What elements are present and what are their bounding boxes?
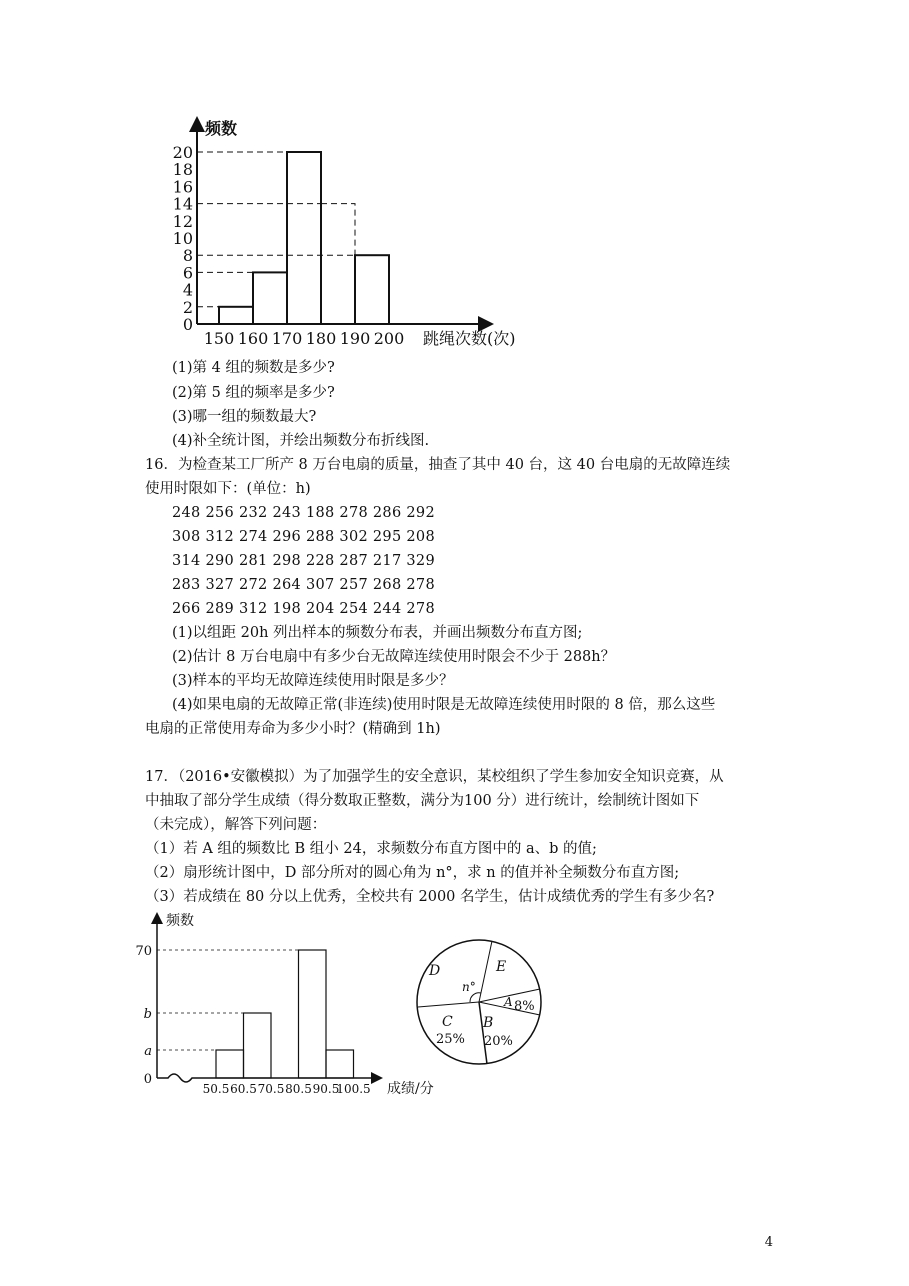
pie-percent-c: 25% — [436, 1032, 465, 1047]
histogram-bar-3 — [287, 152, 321, 324]
pie-label-e: E — [496, 959, 507, 975]
y-tick-label: 2 — [182, 297, 193, 317]
histogram-ylabel: 频数 — [166, 913, 194, 929]
q16-item-2: (2)估计 8 万台电扇中有多少台无故障连续使用时限会不少于 288h？ — [172, 649, 616, 665]
pie-label-c: C — [442, 1014, 453, 1030]
q16-item-4-cont: 电扇的正常使用寿命为多少小时？(精确到 1h) — [145, 721, 441, 737]
page-number: 4 — [764, 1235, 773, 1250]
histogram-bar-4 — [321, 204, 355, 324]
histogram-bar-4 — [299, 950, 327, 1078]
q15-item-3: (3)哪一组的频数最大? — [172, 409, 317, 425]
q15-item-4: (4)补全统计图，并绘出频数分布折线图. — [172, 433, 430, 449]
q17-stem-line1: 17．（2016•安徽模拟）为了加强学生的安全意识，某校组织了学生参加安全知识竞赛，从 — [145, 769, 724, 785]
x-tick-label: 170 — [271, 329, 303, 348]
y-tick-label: 8 — [182, 246, 193, 266]
pie-label-d: D — [429, 963, 441, 979]
pie-label-b: B — [483, 1015, 494, 1031]
x-tick-label: 180 — [305, 329, 337, 348]
y-tick-label: 16 — [172, 177, 193, 197]
q16-data-row-4: 283 327 272 264 307 257 268 278 — [172, 577, 435, 593]
x-tick-label: 160 — [237, 329, 269, 348]
histogram-bar-5 — [355, 255, 389, 324]
x-tick-label: 70.5 — [257, 1082, 285, 1096]
y-tick-label: 4 — [182, 280, 193, 300]
q16-data-row-5: 266 289 312 198 204 254 244 278 — [172, 601, 435, 617]
histogram-scores — [135, 905, 450, 1105]
q16-data-row-1: 248 256 232 243 188 278 286 292 — [172, 505, 435, 521]
y-tick-label: a — [144, 1044, 152, 1059]
pie-chart — [412, 935, 547, 1070]
x-tick-label: 100.5 — [336, 1082, 371, 1096]
q15-item-1: (1)第 4 组的频数是多少? — [172, 360, 335, 376]
q16-item-1: (1)以组距 20h 列出样本的频数分布表，并画出频数分布直方图; — [172, 625, 583, 641]
y-tick-label: 0 — [182, 315, 193, 334]
pie-percent-a: 8% — [514, 999, 535, 1014]
x-tick-label: 150 — [203, 329, 235, 348]
x-tick-label: 200 — [373, 329, 405, 348]
histogram-bar-1 — [219, 307, 253, 324]
y-tick-label: 20 — [172, 143, 193, 162]
q17-item-2: （2）扇形统计图中，D 部分所对的圆心角为 n°，求 n 的值并补全频数分布直方图; — [145, 865, 680, 881]
q16-item-4: (4)如果电扇的无故障正常(非连续)使用时限是无故障连续使用时限的 8 倍，那么这些 — [172, 697, 716, 713]
y-tick-label: 10 — [172, 229, 193, 248]
q17-item-3: （3）若成绩在 80 分以上优秀，全校共有 2000 名学生，估计成绩优秀的学生有多少名? — [145, 889, 715, 905]
x-tick-label: 80.5 — [285, 1082, 312, 1096]
pie-label-a: A — [504, 995, 513, 1009]
x-tick-label: 50.5 — [202, 1082, 230, 1096]
q16-stem-line1: 16．为检查某工厂所产 8 万台电扇的质量，抽查了其中 40 台，这 40 台电扇的无故障连续 — [145, 457, 731, 473]
histogram-bar-1 — [216, 1050, 244, 1078]
x-tick-label: 90.5 — [312, 1082, 340, 1096]
histogram-xlabel: 成绩/分 — [387, 1081, 434, 1097]
axis-break-squiggle — [157, 1074, 202, 1082]
y-tick-label: b — [143, 1007, 152, 1022]
q16-item-3: (3)样本的平均无故障连续使用时限是多少？ — [172, 673, 454, 689]
x-tick-label: 190 — [339, 329, 371, 348]
pie-angle-label: n° — [462, 980, 476, 994]
x-tick-label: 60.5 — [230, 1082, 257, 1096]
histogram-ylabel: 频数 — [205, 119, 238, 138]
q17-stem-line2: 中抽取了部分学生成绩（得分数取正整数，满分为100 分）进行统计，绘制统计图如下 — [145, 793, 700, 809]
q16-stem-line2: 使用时限如下：(单位：h) — [145, 481, 311, 497]
histogram-bar-2 — [253, 272, 287, 324]
q16-data-row-3: 314 290 281 298 228 287 217 329 — [172, 553, 435, 569]
y-tick-label: 18 — [172, 160, 193, 180]
q16-data-row-2: 308 312 274 296 288 302 295 208 — [172, 529, 435, 545]
q15-item-2: (2)第 5 组的频率是多少? — [172, 385, 335, 401]
histogram-xlabel: 跳绳次数(次) — [423, 329, 516, 348]
pie-percent-b: 20% — [484, 1034, 513, 1049]
q17-item-1: （1）若 A 组的频数比 B 组小 24，求频数分布直方图中的 a、b 的值; — [145, 841, 597, 857]
y-tick-label: 0 — [143, 1072, 152, 1087]
q17-stem-line3: （未完成），解答下列问题： — [145, 817, 327, 833]
histogram-jump-rope — [165, 112, 545, 352]
histogram-bar-5 — [326, 1050, 354, 1078]
y-tick-label: 12 — [172, 211, 193, 231]
histogram-bar-2 — [244, 1013, 272, 1078]
y-tick-label: 14 — [172, 194, 193, 214]
y-tick-label: 70 — [135, 944, 152, 959]
y-tick-label: 6 — [182, 263, 193, 283]
